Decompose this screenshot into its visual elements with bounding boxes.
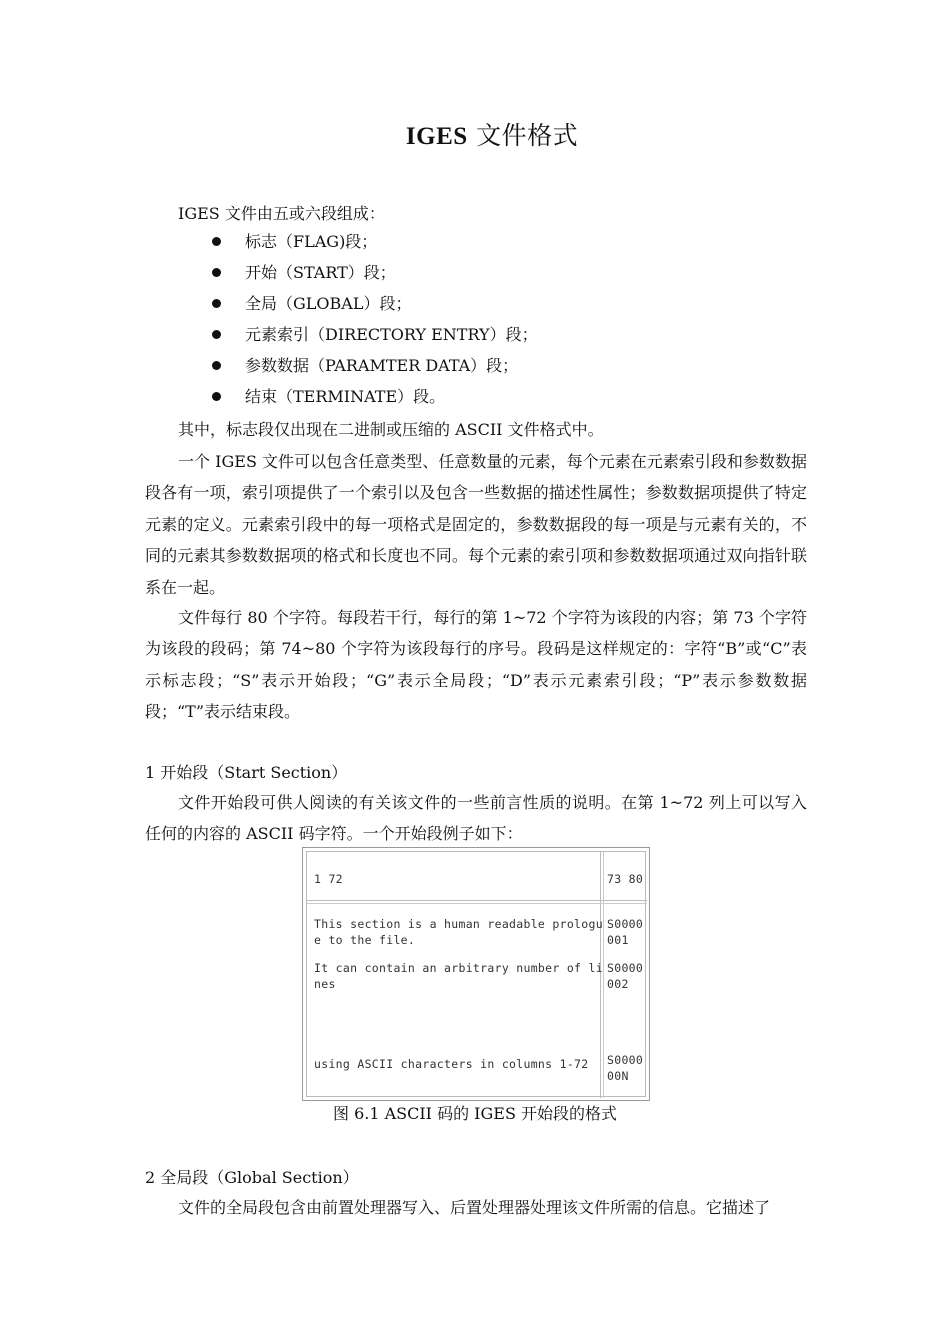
title-cjk: 文件格式 xyxy=(467,121,579,150)
section2-body: 文件的全局段包含由前置处理器写入、后置处理器处理该文件所需的信息。它描述了 xyxy=(178,1198,771,1217)
bullet-icon xyxy=(212,268,221,277)
bullet-icon xyxy=(212,299,221,308)
figure-row3-content: using ASCII characters in columns 1-72 xyxy=(314,1057,589,1071)
header-divider xyxy=(307,900,647,901)
document-title xyxy=(0,116,950,152)
intro-text: IGES 文件由五或六段组成： xyxy=(178,204,385,223)
paragraph-entities: 一个 IGES 文件可以包含任意类型、任意数量的元素，每个元素在元素索引段和参数数据段各有一项，索引项提供了一个索引以及包含一些数据的描述性属性；参数数据项提供了特定元素的定义。元素索引段中的每一项格式是固定的，参数数据段的每一项是与元素有关的，不同的元素其参数数据项的格式和长度也不同。每个元素的索引项和参数数据项通过双向指针联系在一起。 xyxy=(145,452,807,597)
figure-row3-sequence: S0000 00N xyxy=(607,1053,644,1083)
section-list-item: 结束（TERMINATE）段。 xyxy=(245,387,446,406)
title-latin: IGES xyxy=(405,123,468,150)
section-list-item: 元素索引（DIRECTORY ENTRY）段； xyxy=(245,325,538,344)
section-list-item: 参数数据（PARAMTER DATA）段； xyxy=(245,356,519,375)
paragraph-line-format: 文件每行 80 个字符。每段若干行，每行的第 1~72 个字符为该段的内容；第 73 个字符为该段的段码；第 74~80 个字符为该段每行的序号。段码是这样规定的：字符“B”或“C”表示标志段；“S”表示开始段；“G”表示全局段；“D”表示元素索引段；“P”表示参数数据段；“T”表示结束段。 xyxy=(145,608,807,722)
section-list-item: 全局（GLOBAL）段； xyxy=(245,294,412,313)
bullet-icon xyxy=(212,330,221,339)
paragraph-flag-note: 其中，标志段仅出现在二进制或压缩的 ASCII 文件格式中。 xyxy=(178,420,604,439)
bullet-icon xyxy=(212,392,221,401)
column-divider xyxy=(603,852,604,1098)
figure-frame xyxy=(306,851,646,1097)
section-list-item: 开始（START）段； xyxy=(245,263,396,282)
section1-body: 文件开始段可供人阅读的有关该文件的一些前言性质的说明。在第 1~72 列上可以写入任何的内容的 ASCII 码字符。一个开始段例子如下： xyxy=(145,793,807,844)
bullet-icon xyxy=(212,237,221,246)
figure-header-right: 73 80 xyxy=(607,872,644,886)
figure-row1-sequence: S0000 001 xyxy=(607,917,644,947)
section-list-item: 标志（FLAG)段； xyxy=(245,232,378,251)
section2-heading: 2 全局段（Global Section） xyxy=(145,1168,359,1187)
bullet-icon xyxy=(212,361,221,370)
start-section-figure xyxy=(302,847,650,1101)
figure-row1-content: This section is a human readable prologu e to the file. xyxy=(314,917,603,947)
header-divider xyxy=(307,903,647,904)
figure-row2-content: It can contain an arbitrary number of li nes xyxy=(314,961,603,991)
figure-caption: 图 6.1 ASCII 码的 IGES 开始段的格式 xyxy=(332,1104,618,1123)
section1-heading: 1 开始段（Start Section） xyxy=(145,763,348,782)
figure-header-left: 1 72 xyxy=(314,872,343,886)
figure-row2-sequence: S0000 002 xyxy=(607,961,644,991)
